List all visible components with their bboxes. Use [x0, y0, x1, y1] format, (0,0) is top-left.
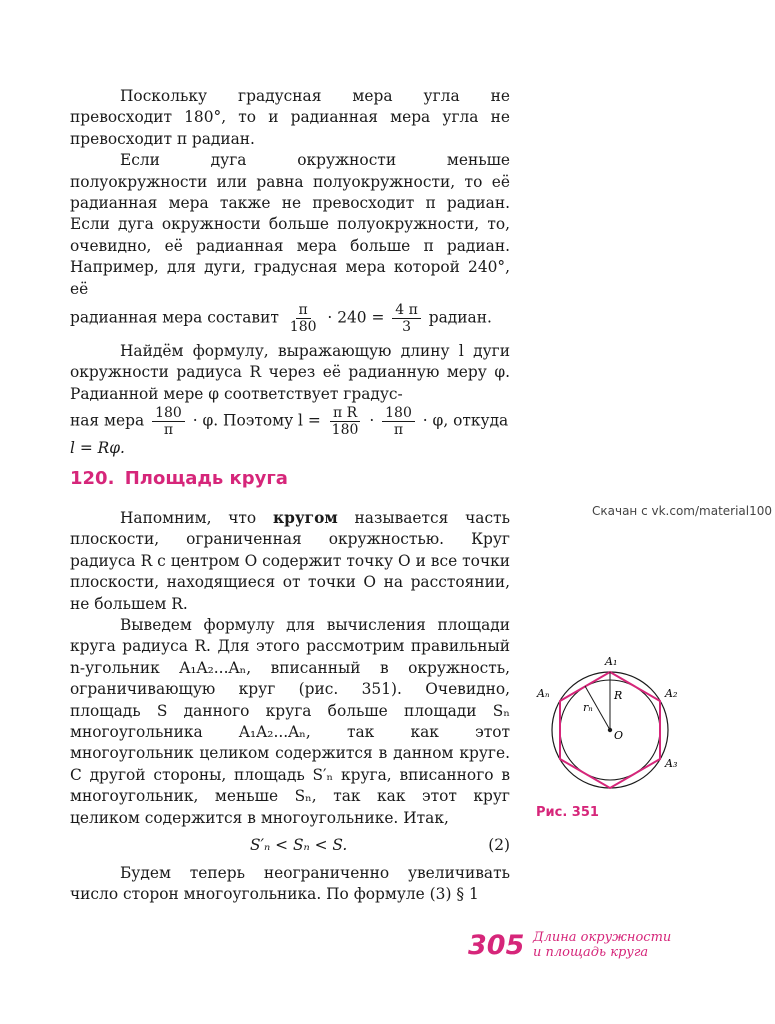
- fraction-180-pi: $\frac{180}{\pi}$: [152, 405, 185, 438]
- label-r: R: [614, 689, 623, 702]
- paragraph-1: Поскольку градусная мера угла не превосходит 180°, то и радианная мера угла не превосходит π радиан.: [70, 87, 510, 148]
- section-heading: [70, 468, 288, 489]
- paragraph-6: Будем теперь неограниченно увеличивать число сторон многоугольника. По формуле (3) § 1: [70, 863, 510, 903]
- figure-351: [530, 645, 690, 795]
- bold-term: кругом: [272, 509, 338, 527]
- formula-line-2: ная мера $\frac{180}{\pi}$ · φ. Поэтому l = $\frac{\text{π R}}{180}$ · $\frac{180}{\pi}$ · φ, откуда: [70, 405, 509, 439]
- fraction-4pi-3: $\frac{4 \pi}{3}$: [392, 302, 421, 335]
- running-head-line-1: Длина окружности: [533, 930, 672, 945]
- running-head: [533, 930, 671, 960]
- equation-number: (2): [488, 836, 510, 855]
- fraction-180-pi-2: $\frac{180}{\pi}$: [382, 405, 415, 438]
- label-a2: A₂: [665, 687, 678, 700]
- paragraph-2: Если дуга окружности меньше полуокружности или равна полуокружности, то её радианная мера также не превосходит π радиан. Если дуга окружности больше полуокружности, то, очевидно, её радианная мера больше π радиан. Например, для дуги, градусная мера которой 240°, её: [70, 151, 510, 298]
- center-point: [608, 728, 612, 732]
- label-a3: A₃: [665, 757, 678, 770]
- page-number: 305: [468, 930, 525, 961]
- equation: S′ₙ < Sₙ < S.: [250, 836, 348, 855]
- paragraph-3: Найдём формулу, выражающую длину l дуги окружности радиуса R через её радианную меру φ. Радианной мере φ соответствует градус-: [70, 342, 510, 403]
- section-title: Площадь круга: [124, 468, 288, 489]
- equation-line: [70, 835, 510, 856]
- running-head-line-2: и площадь круга: [533, 945, 649, 960]
- fraction-piR-180: $\frac{\text{π R}}{180}$: [331, 405, 359, 439]
- label-rn: rₙ: [583, 701, 593, 714]
- fraction-pi-180: $\frac{\pi}{180}$: [289, 302, 317, 336]
- formula-line-1: радианная мера составит $\frac{\pi}{180}$ · 240 = $\frac{4 \pi}{3}$ радиан.: [70, 302, 492, 336]
- section-number: 120.: [70, 468, 115, 489]
- paragraph-4: Напомним, что кругом называется часть плоскости, ограниченная окружностью. Круг радиуса R с центром O содержит точку O и все точки плоскости, находящиеся от точки O на расстоянии, не большем R.: [70, 509, 510, 613]
- label-an: Aₙ: [537, 687, 550, 700]
- label-a1: A₁: [605, 655, 618, 668]
- formula-result: l = Rφ.: [70, 439, 125, 458]
- figure-caption: Рис. 351: [536, 805, 599, 820]
- paragraph-5: Выведем формулу для вычисления площади круга радиуса R. Для этого рассмотрим правильный n-угольник A₁A₂...Aₙ, вписанный в окружность, ограничивающую круг (рис. 351). Очевидно, площадь S данного круга больше площади Sₙ многоугольника A₁A₂...Aₙ, так как этот многоугольник целиком содержится в данном круге. С другой стороны, площадь S′ₙ круга, вписанного в многоугольник, меньше Sₙ, так как этот круг целиком содержится в многоугольнике. Итак,: [70, 616, 510, 827]
- paragraph-block-1: [70, 86, 510, 460]
- paragraph-block-2: [70, 508, 510, 905]
- watermark-text: Скачан с vk.com/material100: [592, 504, 773, 518]
- label-o: O: [614, 729, 624, 742]
